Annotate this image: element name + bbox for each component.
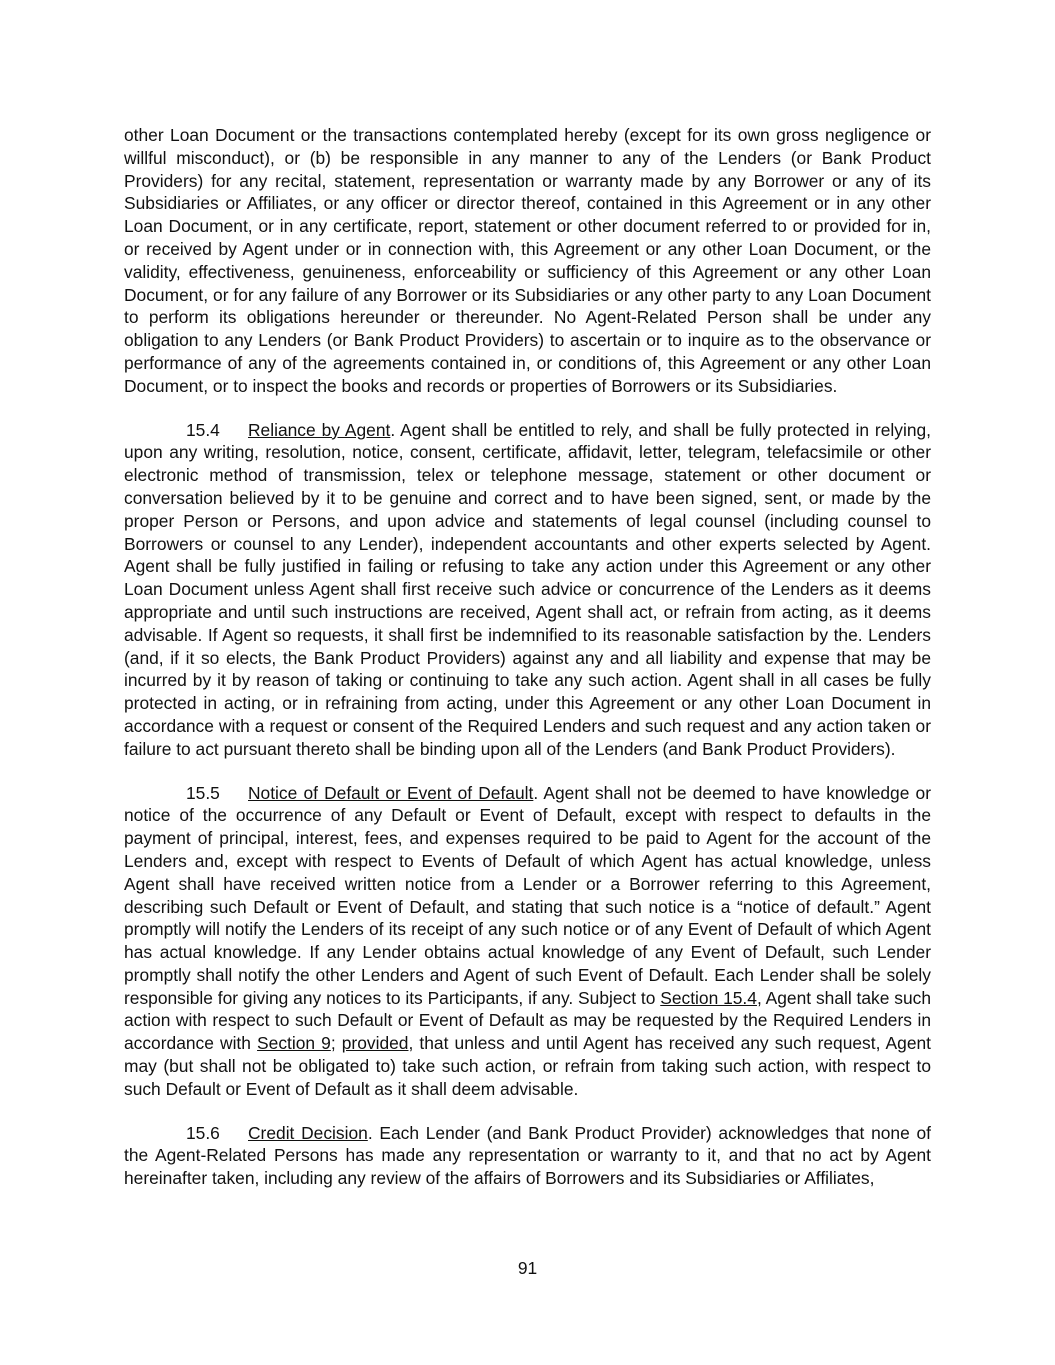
section-15-4 xyxy=(124,419,931,761)
section-body: . Agent shall be entitled to rely, and shall be fully protected in relying, upon any writing, resolution, notice, consent, certificate, affidavit, letter, telegram, telefacsimile or other electronic method of transmission, telex or telephone message, statement or other document or conversation believed by it to be genuine and correct and to have been signed, sent, or made by the proper Person or Persons, and upon advice and statements of legal counsel (including counsel to Borrowers or counsel to any Lender), independent accountants and other experts selected by Agent. Agent shall be fully justified in failing or refusing to take any action under this Agreement or any other Loan Document unless Agent shall first receive such advice or concurrence of the Lenders as it deems appropriate and until such instructions are received, Agent shall act, or refrain from acting, as it deems advisable. If Agent so requests, it shall first be indemnified to its reasonable satisfaction by the. Lenders (and, if it so elects, the Bank Product Providers) against any and all liability and expense that may be incurred by it by reason of taking or continuing to take any such action. Agent shall in all cases be fully protected in acting, or in refraining from acting, under this Agreement or any other Loan Document in accordance with a request or consent of the Required Lenders and such request and any action taken or failure to act pursuant thereto shall be binding upon all of the Lenders (and Bank Product Providers). xyxy=(124,419,931,759)
section-body: . Agent shall not be deemed to have knowledge or notice of the occurrence of any Default or Event of Default, except with respect to defaults in the payment of principal, interest, fees, and expenses required to be paid to Agent for the account of the Lenders and, except with respect to Events of Default of which Agent has actual knowledge, unless Agent shall have received written notice from a Lender or a Borrower referring to this Agreement, describing such Default or Event of Default, and stating that such notice is a “notice of default.” Agent promptly will notify the Lenders of its receipt of any such notice or of any Event of Default of which Agent has actual knowledge. If any Lender obtains actual knowledge of any Event of Default, such Lender promptly shall notify the other Lenders and Agent of such Event of Default. Each Lender shall be solely responsible for giving any notices to its Participants, if any. Subject to xyxy=(124,782,931,1008)
proviso-term: provided xyxy=(341,1033,409,1054)
section-body: , Agent shall take such action with respect to such Default or Event of Default as may be requested by the Required Lenders in accordance with xyxy=(124,987,931,1054)
section-heading: Notice of Default or Event of Default xyxy=(248,782,534,803)
section-heading: Reliance by Agent xyxy=(248,419,391,440)
section-body: ; xyxy=(330,1033,342,1054)
section-15-6 xyxy=(124,1122,931,1190)
page-number: 91 xyxy=(517,1258,538,1278)
section-body: . Each Lender (and Bank Product Provider) acknowledges that none of the Agent-Related Persons has made any representation or warranty to it, and that no act by Agent hereinafter taken, including any review of the affairs of Borrowers and its Subsidiaries or Affiliates, xyxy=(124,1122,931,1189)
section-heading: Credit Decision xyxy=(248,1122,368,1143)
section-number: 15.6 xyxy=(186,1122,220,1143)
section-body: , that unless and until Agent has received any such request, Agent may (but shall not be obligated to) take such action, or refrain from taking such action, with respect to such Default or Event of Default as it shall deem advisable. xyxy=(124,1033,931,1099)
cross-reference-section-9: Section 9 xyxy=(257,1033,331,1054)
cross-reference-section-15-4: Section 15.4 xyxy=(660,987,757,1008)
section-15-5 xyxy=(124,782,931,1101)
paragraph-continuation: other Loan Document or the transactions contemplated hereby (except for its own gross negligence or willful misconduct), or (b) be responsible in any manner to any of the Lenders (or Bank Product Providers) for any recital, statement, representation or warranty made by any Borrower or any of its Subsidiaries or Affiliates, or any officer or director thereof, contained in this Agreement or in any other Loan Document, or in any certificate, report, statement or other document referred to or provided for in, or received by Agent under or in connection with, this Agreement or any other Loan Document, or the validity, effectiveness, genuineness, enforceability or sufficiency of this Agreement or any other Loan Document, or for any failure of any Borrower or its Subsidiaries or any other party to any Loan Document to perform its obligations hereunder or thereunder. No Agent-Related Person shall be under any obligation to any Lenders (or Bank Product Providers) to ascertain or to inquire as to the observance or performance of any of the agreements contained in, or conditions of, this Agreement or any other Loan Document, or to inspect the books and records or properties of Borrowers or its Subsidiaries. xyxy=(124,125,931,396)
document-page xyxy=(124,124,931,1211)
section-number: 15.5 xyxy=(186,782,220,803)
section-number: 15.4 xyxy=(186,419,220,440)
